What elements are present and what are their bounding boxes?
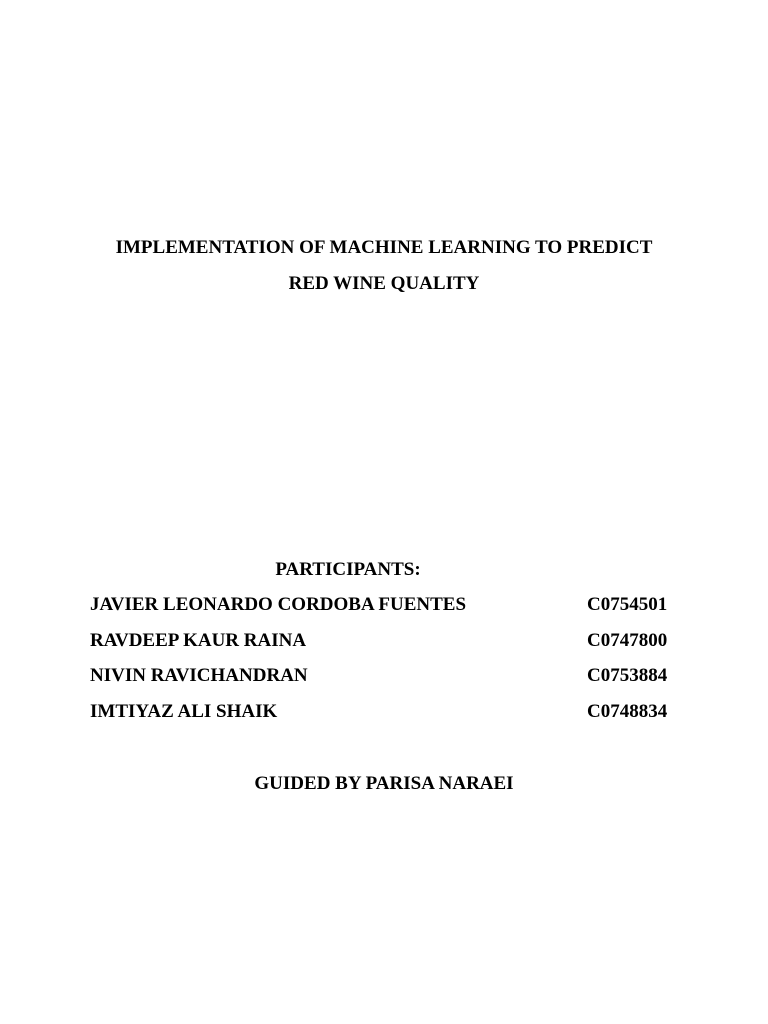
participants-heading: PARTICIPANTS: xyxy=(275,559,421,580)
participant-name: RAVDEEP KAUR RAINA xyxy=(90,630,307,651)
guided-by-line: GUIDED BY PARISA NARAEI xyxy=(254,773,514,794)
participant-row xyxy=(90,700,680,724)
participant-row xyxy=(90,664,680,688)
participant-name: NIVIN RAVICHANDRAN xyxy=(90,665,308,686)
document-title-line-1: IMPLEMENTATION OF MACHINE LEARNING TO PREDICT xyxy=(115,237,653,258)
participant-id: C0753884 xyxy=(587,665,668,686)
participant-id: C0748834 xyxy=(587,701,668,722)
document-title-line-2: RED WINE QUALITY xyxy=(288,273,480,294)
participant-row xyxy=(90,593,680,617)
participant-id: C0754501 xyxy=(587,594,668,615)
participant-name: JAVIER LEONARDO CORDOBA FUENTES xyxy=(90,594,467,615)
participant-name: IMTIYAZ ALI SHAIK xyxy=(90,701,278,722)
participant-id: C0747800 xyxy=(587,630,668,651)
participant-row xyxy=(90,629,680,653)
